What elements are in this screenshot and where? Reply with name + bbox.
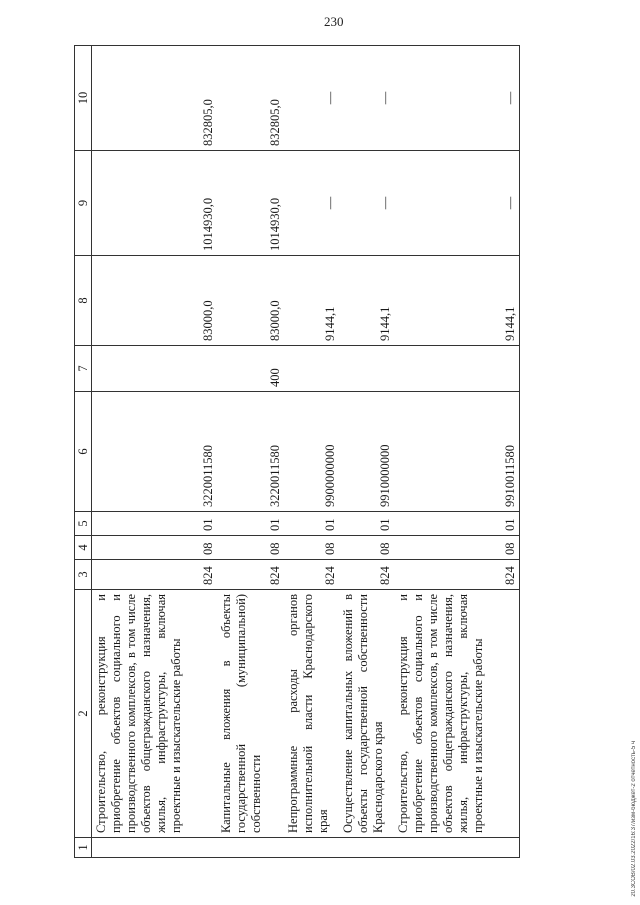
amount-col-9: 1014930,0 (217, 151, 284, 256)
budget-table (74, 45, 520, 858)
amount-col-10: — (394, 46, 520, 151)
target-article-code: 9910000000 (339, 392, 394, 512)
amount-col-9: 1014930,0 (92, 151, 218, 256)
column-header-2: 2 (75, 590, 92, 838)
target-article-code: 9900000000 (284, 392, 339, 512)
grbs-code: 824 (339, 560, 394, 590)
amount-col-8: 83000,0 (217, 256, 284, 346)
row-index-cell (92, 838, 218, 858)
target-article-code: 3220011580 (92, 392, 218, 512)
row-index-cell (394, 838, 520, 858)
expense-name: Осуществление капитальных вложений в объекты государственной собственности Краснодарского края (339, 590, 394, 838)
grbs-code: 824 (217, 560, 284, 590)
table-row (284, 46, 339, 858)
column-header-3: 3 (75, 560, 92, 590)
grbs-code: 824 (284, 560, 339, 590)
grbs-code: 824 (92, 560, 218, 590)
column-header-1: 1 (75, 838, 92, 858)
amount-col-10: — (339, 46, 394, 151)
grbs-code: 824 (394, 560, 520, 590)
section-code: 08 (394, 536, 520, 560)
section-code: 08 (339, 536, 394, 560)
expense-type-code (339, 346, 394, 392)
amount-col-10: — (284, 46, 339, 151)
section-code: 08 (217, 536, 284, 560)
subsection-code: 01 (339, 512, 394, 536)
column-header-10: 10 (75, 46, 92, 151)
column-number-row (75, 46, 92, 858)
amount-col-8: 9144,1 (394, 256, 520, 346)
expense-name: Непрограммные расходы органов исполнительной власти Краснодарского края (284, 590, 339, 838)
row-index-cell (217, 838, 284, 858)
expense-type-code (394, 346, 520, 392)
subsection-code: 01 (284, 512, 339, 536)
expense-type-code (284, 346, 339, 392)
amount-col-9: — (339, 151, 394, 256)
amount-col-8: 83000,0 (92, 256, 218, 346)
subsection-code: 01 (217, 512, 284, 536)
column-header-9: 9 (75, 151, 92, 256)
amount-col-9: — (394, 151, 520, 256)
amount-col-10: 832805,0 (217, 46, 284, 151)
table-row (217, 46, 284, 858)
expense-type-code (92, 346, 218, 392)
column-header-8: 8 (75, 256, 92, 346)
section-code: 08 (284, 536, 339, 560)
expense-name: Капитальные вложения в объекты государственной (муниципальной) собственности (217, 590, 284, 838)
expense-name: Строительство, реконструкция и приобретение объектов социального и производственного комплексов, в том числе объектов общегражданского назначения, жилья, инфраструктуры, включая проектные и изыскательские работы (92, 590, 218, 838)
column-header-7: 7 (75, 346, 92, 392)
subsection-code: 01 (394, 512, 520, 536)
expense-type-code: 400 (217, 346, 284, 392)
column-header-4: 4 (75, 536, 92, 560)
amount-col-10: 832805,0 (92, 46, 218, 151)
target-article-code: 9910011580 (394, 392, 520, 512)
column-header-5: 5 (75, 512, 92, 536)
document-footer-code: 20.3СОВ/02.03.2022/16:37/изм-бюджет-2 отчетность-5 ч (631, 741, 637, 897)
section-code: 08 (92, 536, 218, 560)
amount-col-8: 9144,1 (339, 256, 394, 346)
table-row (394, 46, 520, 858)
subsection-code: 01 (92, 512, 218, 536)
row-index-cell (339, 838, 394, 858)
amount-col-8: 9144,1 (284, 256, 339, 346)
amount-col-9: — (284, 151, 339, 256)
table-row (339, 46, 394, 858)
target-article-code: 3220011580 (217, 392, 284, 512)
column-header-6: 6 (75, 392, 92, 512)
page-number: 230 (324, 14, 344, 29)
budget-table-rotated (74, 46, 574, 858)
expense-name: Строительство, реконструкция и приобретение объектов социального и производственного комплексов, в том числе объектов общегражданского назначения, жилья, инфраструктуры, включая проектные и изыскательские работы (394, 590, 520, 838)
row-index-cell (284, 838, 339, 858)
table-row (92, 46, 218, 858)
